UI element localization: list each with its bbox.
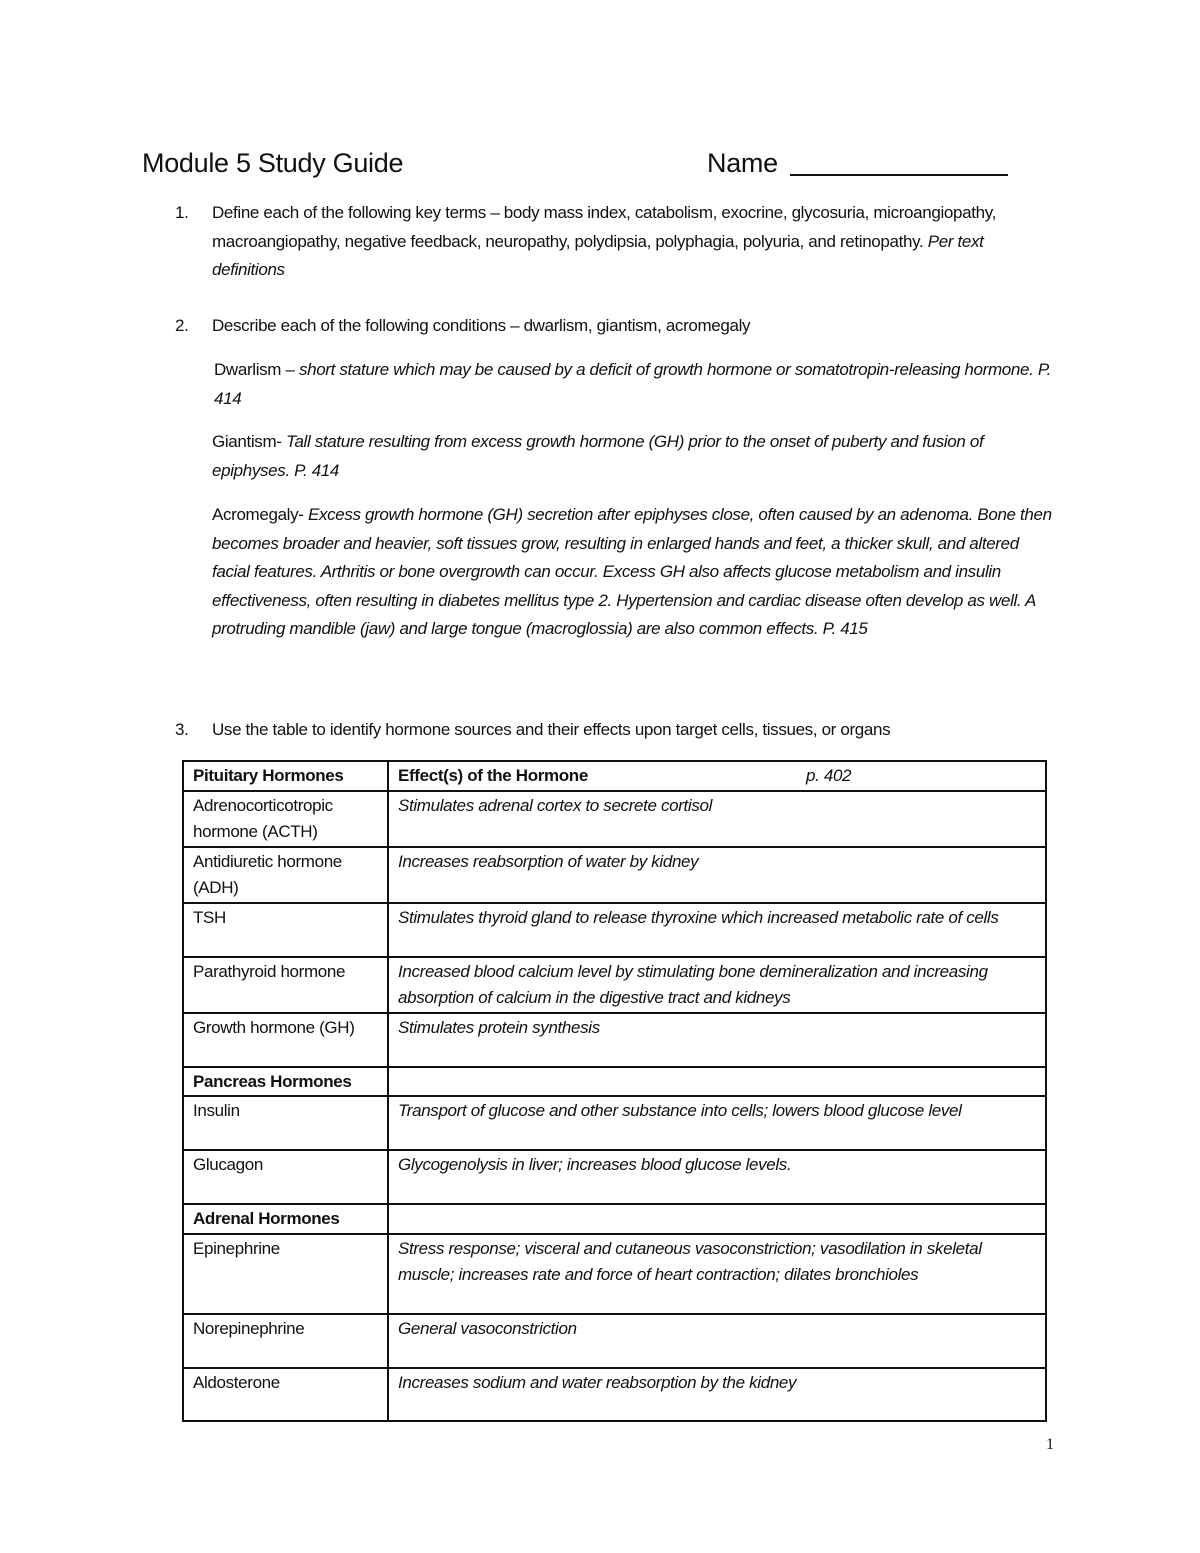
hormone-cell: Adrenocorticotropic hormone (ACTH) xyxy=(183,791,388,847)
section-header-cell: Pancreas Hormones xyxy=(183,1067,388,1097)
hormone-cell: Antidiuretic hormone (ADH) xyxy=(183,847,388,903)
table-row xyxy=(183,957,1046,1013)
header-effect-label: Effect(s) of the Hormone xyxy=(398,766,588,785)
answer-term: Dwarlism – xyxy=(214,360,299,379)
answer-definition: Tall stature resulting from excess growth hormone (GH) prior to the onset of puberty and fusion of epiphyses. P. 414 xyxy=(212,432,984,480)
table-row xyxy=(183,791,1046,847)
hormone-cell: Parathyroid hormone xyxy=(183,957,388,1013)
page-title: Module 5 Study Guide xyxy=(142,148,404,178)
table-row xyxy=(183,1150,1046,1204)
effect-cell: Stress response; visceral and cutaneous vasoconstriction; vasodilation in skeletal muscle; increases rate and force of heart contraction; dilates bronchioles xyxy=(388,1234,1046,1314)
effect-cell: Stimulates thyroid gland to release thyroxine which increased metabolic rate of cells xyxy=(388,903,1046,957)
answer-term: Acromegaly- xyxy=(212,505,308,524)
table-row xyxy=(183,1234,1046,1314)
question-number: 3. xyxy=(175,720,189,739)
hormone-cell: Growth hormone (GH) xyxy=(183,1013,388,1067)
answer-term: Giantism- xyxy=(212,432,286,451)
answer-definition: short stature which may be caused by a deficit of growth hormone or somatotropin-releasing hormone. P. 414 xyxy=(214,360,1051,408)
header-cell-hormone: Pituitary Hormones xyxy=(183,761,388,791)
name-label: Name xyxy=(707,148,778,178)
answer-dwarfism xyxy=(214,356,1054,413)
question-text xyxy=(212,199,1042,285)
answer-acromegaly xyxy=(212,501,1052,644)
table-row xyxy=(183,903,1046,957)
effect-cell: Stimulates adrenal cortex to secrete cortisol xyxy=(388,791,1046,847)
table-header-row xyxy=(183,761,1046,791)
hormone-cell: TSH xyxy=(183,903,388,957)
question-prompt: Define each of the following key terms – body mass index, catabolism, exocrine, glycosuria, microangiopathy, macroangiopathy, negative feedback, neuropathy, polydipsia, polyphagia, polyuria, and retinopathy. xyxy=(212,203,996,251)
header-cell-effect xyxy=(388,761,1046,791)
table-row xyxy=(183,1013,1046,1067)
hormone-cell: Norepinephrine xyxy=(183,1314,388,1368)
question-prompt: Use the table to identify hormone sources and their effects upon target cells, tissues, or organs xyxy=(212,720,891,739)
answer-definition: Excess growth hormone (GH) secretion after epiphyses close, often caused by an adenoma. Bone then becomes broader and heavier, soft tissues grow, resulting in enlarged hands and feet, a thicker skull, and altered facial features. Arthritis or bone overgrowth can occur. Excess GH also affects glucose metabolism and insulin effectiveness, often resulting in diabetes mellitus type 2. Hypertension and cardiac disease often develop as well. A protruding mandible (jaw) and large tongue (macroglossia) are also common effects. P. 415 xyxy=(212,505,1052,638)
hormone-cell: Insulin xyxy=(183,1096,388,1150)
effect-cell: Increases sodium and water reabsorption by the kidney xyxy=(388,1368,1046,1421)
table-row xyxy=(183,1096,1046,1150)
effect-cell xyxy=(388,1067,1046,1097)
table-row xyxy=(183,1368,1046,1421)
effect-cell: General vasoconstriction xyxy=(388,1314,1046,1368)
question-note: Per text definitions xyxy=(212,231,984,279)
effect-cell: Increases reabsorption of water by kidney xyxy=(388,847,1046,903)
question-number: 1. xyxy=(175,203,189,222)
answer-giantism xyxy=(212,428,1052,485)
effect-cell: Glycogenolysis in liver; increases blood glucose levels. xyxy=(388,1150,1046,1204)
question-prompt: Describe each of the following conditions – dwarlism, giantism, acromegaly xyxy=(212,316,751,335)
effect-cell: Increased blood calcium level by stimulating bone demineralization and increasing absorption of calcium in the digestive tract and kidneys xyxy=(388,957,1046,1013)
effect-cell xyxy=(388,1204,1046,1234)
table-row xyxy=(183,847,1046,903)
hormone-table xyxy=(182,760,1047,1422)
effect-cell: Transport of glucose and other substance into cells; lowers blood glucose level xyxy=(388,1096,1046,1150)
name-blank-line xyxy=(790,174,1008,176)
section-header-cell: Adrenal Hormones xyxy=(183,1204,388,1234)
hormone-cell: Epinephrine xyxy=(183,1234,388,1314)
page-number: 1 xyxy=(1046,1436,1054,1453)
table-section-row xyxy=(183,1204,1046,1234)
table-row xyxy=(183,1314,1046,1368)
header-page-ref: p. 402 xyxy=(806,766,852,785)
hormone-cell: Glucagon xyxy=(183,1150,388,1204)
question-number: 2. xyxy=(175,316,189,335)
title-row xyxy=(142,143,1022,183)
effect-cell: Stimulates protein synthesis xyxy=(388,1013,1046,1067)
table-section-row xyxy=(183,1067,1046,1097)
hormone-cell: Aldosterone xyxy=(183,1368,388,1421)
